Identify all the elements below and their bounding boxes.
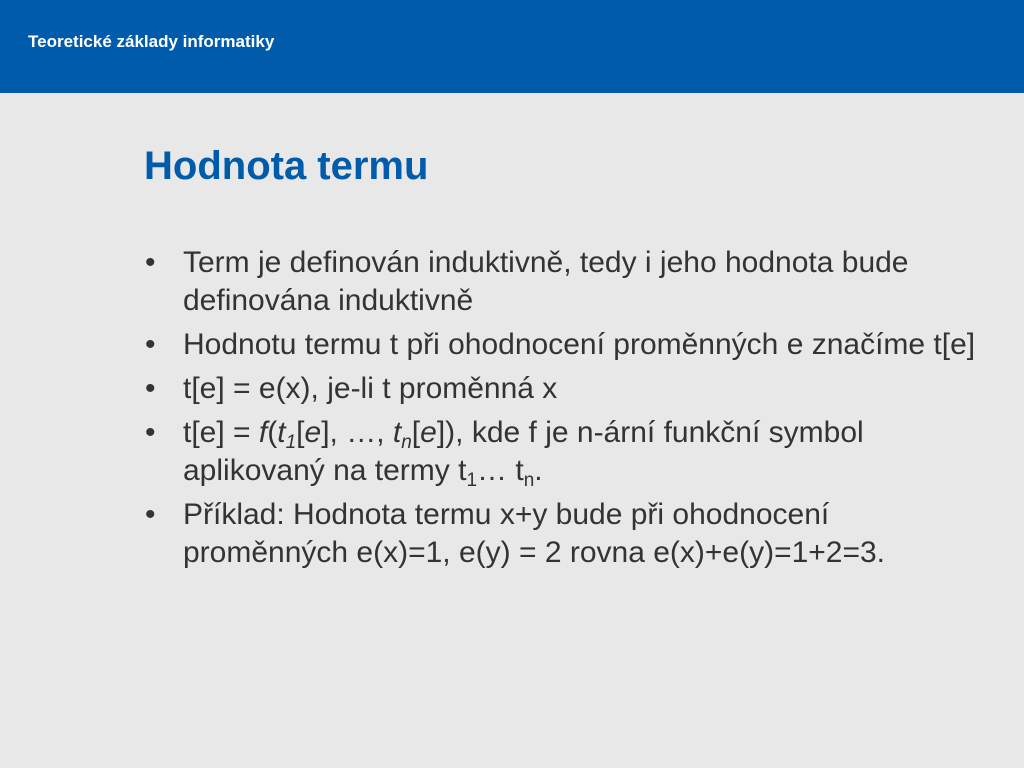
- bullet-list: [145, 244, 985, 578]
- bullet-icon: •: [145, 498, 156, 531]
- formula-part: [: [296, 416, 305, 449]
- formula-function-symbol: f: [258, 416, 268, 449]
- bullet-icon: •: [145, 246, 156, 279]
- formula-part: ]), kde f je n-ární funkční symbol aplikovaný na termy t: [183, 416, 864, 487]
- slide-title: Hodnota termu: [144, 144, 429, 188]
- formula-part: ], …,: [321, 416, 393, 449]
- bullet-text: t[e] = e(x), je-li t proměnná x: [183, 372, 558, 405]
- bullet-item-4: [145, 414, 985, 490]
- formula-part: .: [534, 454, 543, 487]
- formula-part: … t: [477, 454, 524, 487]
- formula-term: t: [277, 416, 286, 449]
- formula-evaluation: e: [304, 416, 322, 449]
- header-bar: [0, 0, 1024, 93]
- bullet-item-2: [145, 326, 985, 364]
- formula-part: [: [411, 416, 421, 449]
- bullet-icon: •: [145, 372, 156, 405]
- formula-evaluation: e: [420, 416, 437, 449]
- bullet-text: Term je definován induktivně, tedy i jeho hodnota bude definována induktivně: [183, 246, 909, 317]
- bullet-icon: •: [145, 328, 156, 361]
- bullet-text: Příklad: Hodnota termu x+y bude při ohodnocení proměnných e(x)=1, e(y) = 2 rovna e(x)+e(y)=1+2=3.: [183, 498, 886, 569]
- formula-subscript: n: [401, 432, 412, 453]
- formula-part: (: [267, 416, 278, 449]
- formula-subscript: n: [523, 470, 535, 491]
- bullet-item-3: [145, 370, 985, 408]
- formula-term: t: [392, 416, 402, 449]
- bullet-text-formula: [183, 414, 985, 490]
- bullet-item-1: [145, 244, 985, 320]
- bullet-text: Hodnotu termu t při ohodnocení proměnných e značíme t[e]: [183, 328, 976, 361]
- formula-subscript: 1: [285, 432, 297, 453]
- bullet-icon: •: [145, 416, 156, 449]
- course-title: Teoretické základy informatiky: [28, 32, 275, 51]
- bullet-item-5: [145, 496, 985, 572]
- formula-subscript: 1: [466, 470, 478, 491]
- formula-part: t[e] =: [183, 416, 259, 449]
